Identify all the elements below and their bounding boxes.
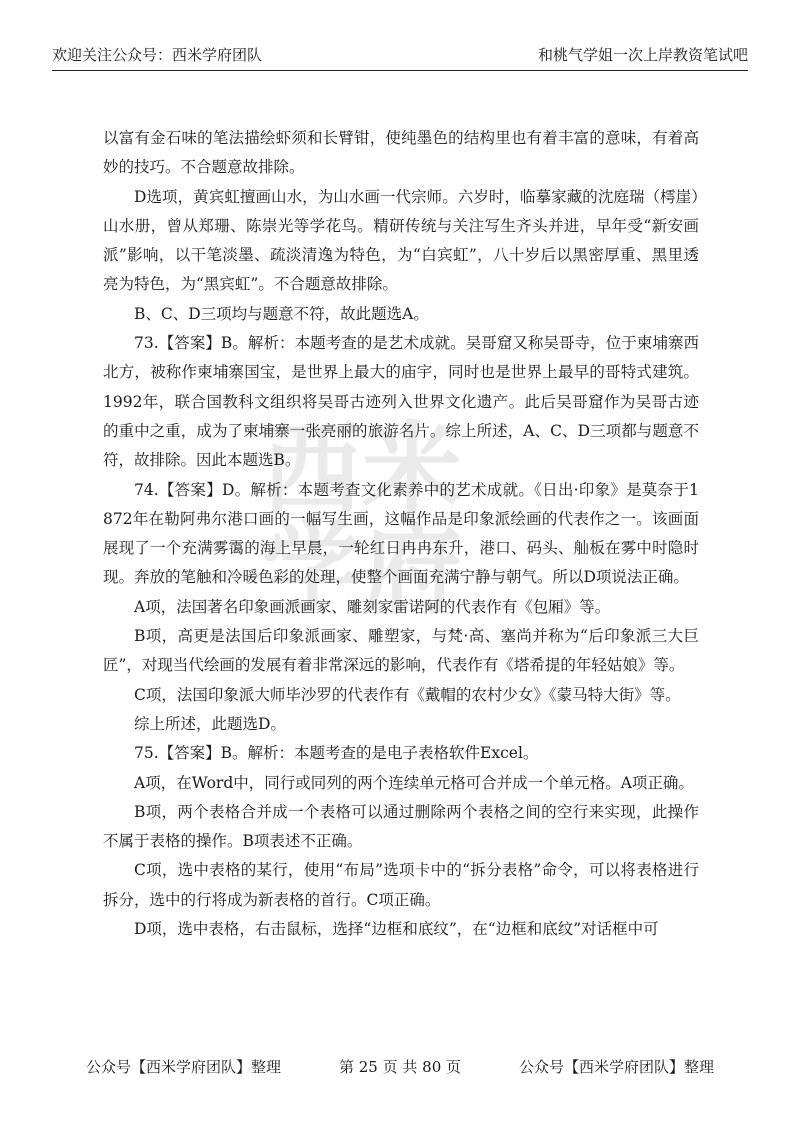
paragraph-74-option-b: B项，高更是法国后印象派画家、雕塑家，与梵·高、塞尚并称为“后印象派三大巨匠”，对现当代绘画的发展有着非常深远的影响，代表作有《塔希提的年轻姑娘》等。 [103, 627, 699, 675]
watermark-char: 西 [262, 411, 362, 528]
header-left-text: 欢迎关注公众号：西米学府团队 [52, 46, 263, 64]
paragraph-conclusion-74: 综上所述，此题选D。 [134, 714, 286, 733]
document-body [103, 124, 699, 944]
watermark-char: 府 [362, 511, 462, 628]
paragraph-option-d: D选项，黄宾虹擅画山水，为山水画一代宗师。六岁时，临摹家藏的沈庭瑞（樗崖）山水册，曾从郑珊、陈崇光等学花鸟。精研传统与关注写生齐头并进，早年受“新安画派”影响，以干笔淡墨、疏淡清逸为特色，为“白宾虹”，八十岁后以黑密厚重、黑里透亮为特色，为“黑宾虹”。不合题意故排除。 [103, 187, 699, 294]
paragraph-answer-74: 74.【答案】D。解析：本题考查文化素养中的艺术成就。《日出·印象》是莫奈于1872年在勒阿弗尔港口画的一幅写生画，这幅作品是印象派绘画的代表作之一。该画面展现了一个充满雾霭的海上早晨，一轮红日冉冉东升，港口、码头、舢板在雾中时隐时现。奔放的笔触和冷暖色彩的处理，使整个画面充满宁静与朝气。所以D项说法正确。 [103, 480, 699, 587]
paragraph-conclusion-72: B、C、D三项均与题意不符，故此题选A。 [134, 304, 429, 323]
watermark-char: 学 [262, 511, 362, 628]
watermark-char: 米 [362, 411, 462, 528]
paragraph-75-option-a: A项，在Word中，同行或同列的两个连续单元格可合并成一个单元格。A项正确。 [134, 773, 694, 792]
footer-left-text: 公众号【西米学府团队】整理 [86, 1058, 282, 1076]
page-header [52, 40, 748, 71]
paragraph-75-option-d: D项，选中表格，右击鼠标，选择“边框和底纹”，在“边框和底纹”对话框中可 [134, 920, 659, 939]
paragraph-answer-73: 73.【答案】B。解析：本题考查的是艺术成就。吴哥窟又称吴哥寺，位于柬埔寨西北方，被称作柬埔寨国宝，是世界上最大的庙宇，同时也是世界上最早的哥特式建筑。1992年，联合国教科文组织将吴哥古迹列入世界文化遗产。此后吴哥窟作为吴哥古迹的重中之重，成为了柬埔寨一张亮丽的旅游名片。综上所述，A、C、D三项都与题意不符，故排除。因此本题选B。 [103, 334, 699, 470]
paragraph-75-option-c: C项，选中表格的某行，使用“布局”选项卡中的“拆分表格”命令，可以将表格进行拆分，选中的行将成为新表格的首行。C项正确。 [103, 861, 699, 909]
paragraph-continuation: 以富有金石味的笔法描绘虾须和长臂钳，使纯墨色的结构里也有着丰富的意味，有着高妙的技巧。不合题意故排除。 [103, 129, 699, 177]
footer-right-text: 公众号【西米学府团队】整理 [518, 1058, 714, 1076]
page-footer [86, 1056, 714, 1080]
paragraph-answer-75: 75.【答案】B。解析：本题考查的是电子表格软件Excel。 [134, 744, 539, 763]
header-right-text: 和桃气学姐一次上岸教资笔试吧 [537, 46, 748, 64]
paragraph-74-option-c: C项，法国印象派大师毕沙罗的代表作有《戴帽的农村少女》《蒙马特大街》等。 [134, 685, 681, 704]
paragraph-74-option-a: A项，法国著名印象画派画家、雕刻家雷诺阿的代表作有《包厢》等。 [134, 597, 611, 616]
page-number: 第 25 页 共 80 页 [339, 1058, 462, 1076]
paragraph-75-option-b: B项，两个表格合并成一个表格可以通过删除两个表格之间的空行来实现，此操作不属于表格的操作。B项表述不正确。 [103, 802, 699, 851]
